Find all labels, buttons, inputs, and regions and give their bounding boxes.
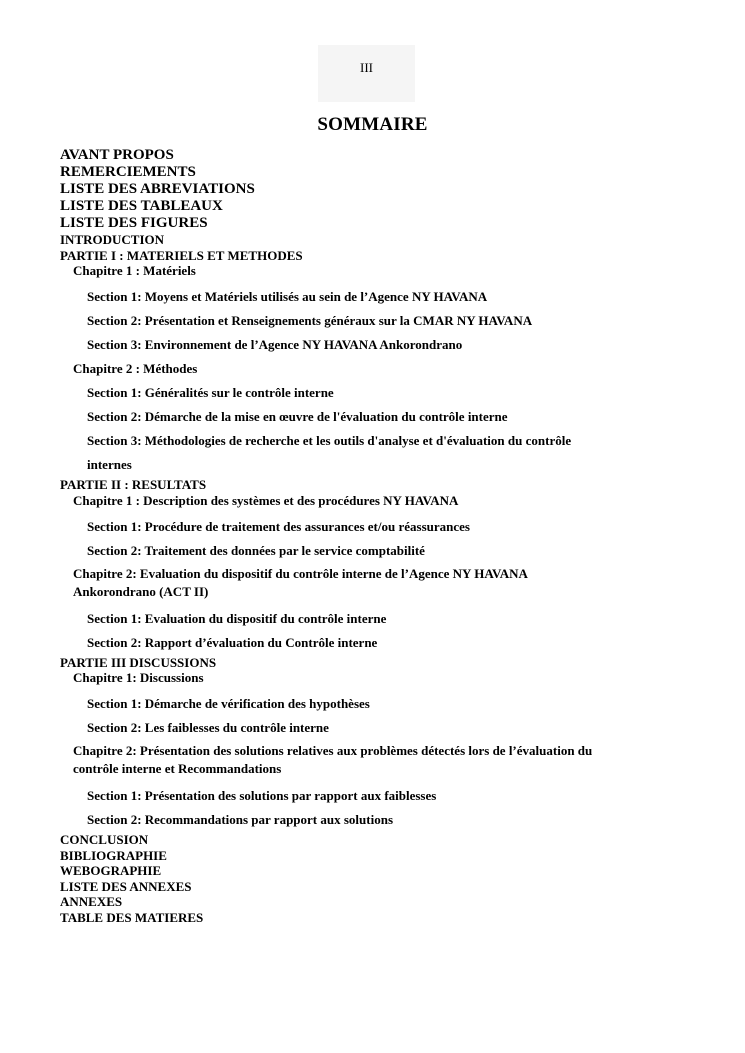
page-title: SOMMAIRE bbox=[317, 114, 428, 135]
toc-chapter: contrôle interne et Recommandations bbox=[73, 761, 282, 776]
toc-chapter: Chapitre 1 : Matériels bbox=[73, 263, 196, 278]
toc-part-3: PARTIE III DISCUSSIONS bbox=[60, 654, 217, 670]
toc-section: Section 1: Evaluation du dispositif du contrôle interne bbox=[87, 610, 387, 626]
toc-entry-bibliographie: BIBLIOGRAPHIE bbox=[60, 847, 167, 863]
table-of-contents bbox=[60, 147, 720, 925]
toc-section: Section 2: Démarche de la mise en œuvre de l'évaluation du contrôle interne bbox=[87, 409, 508, 424]
toc-chapter: Chapitre 1 : Description des systèmes et des procédures NY HAVANA bbox=[73, 492, 459, 508]
toc-chapter: Chapitre 2 : Méthodes bbox=[73, 361, 198, 376]
toc-section: Section 3: Environnement de l’Agence NY HAVANA Ankorondrano bbox=[87, 337, 463, 352]
toc-section: Section 1: Généralités sur le contrôle interne bbox=[87, 385, 334, 400]
toc-part-1: PARTIE I : MATERIELS ET METHODES bbox=[60, 247, 303, 263]
toc-entry-tableaux: LISTE DES TABLEAUX bbox=[60, 198, 223, 214]
toc-section: Section 2: Traitement des données par le service comptabilité bbox=[87, 542, 425, 558]
toc-section: Section 2: Présentation et Renseignements généraux sur la CMAR NY HAVANA bbox=[87, 313, 533, 328]
toc-section: Section 1: Procédure de traitement des assurances et/ou réassurances bbox=[87, 518, 470, 534]
toc-section: internes bbox=[87, 457, 132, 472]
toc-section: Section 2: Les faiblesses du contrôle interne bbox=[87, 720, 329, 735]
toc-entry-table-matieres: TABLE DES MATIERES bbox=[60, 909, 204, 925]
page-number: III bbox=[360, 60, 373, 75]
toc-chapter: Ankorondrano (ACT II) bbox=[73, 583, 209, 599]
toc-entry-figures: LISTE DES FIGURES bbox=[60, 215, 208, 231]
toc-section: Section 2: Rapport d’évaluation du Contrôle interne bbox=[87, 634, 378, 650]
toc-part-2: PARTIE II : RESULTATS bbox=[60, 477, 207, 492]
page-number-box bbox=[318, 45, 415, 102]
toc-entry-avant-propos: AVANT PROPOS bbox=[60, 147, 174, 163]
toc-entry-remerciements: REMERCIEMENTS bbox=[60, 164, 196, 180]
toc-entry-conclusion: CONCLUSION bbox=[60, 832, 149, 847]
toc-section: Section 3: Méthodologies de recherche et les outils d'analyse et d'évaluation du contrôle bbox=[87, 433, 572, 448]
toc-section: Section 1: Moyens et Matériels utilisés au sein de l’Agence NY HAVANA bbox=[87, 289, 488, 304]
toc-chapter: Chapitre 1: Discussions bbox=[73, 670, 204, 685]
toc-section: Section 1: Démarche de vérification des hypothèses bbox=[87, 696, 370, 711]
toc-chapter: Chapitre 2: Présentation des solutions relatives aux problèmes détectés lors de l’évaluation du bbox=[73, 743, 593, 758]
toc-section: Section 2: Recommandations par rapport aux solutions bbox=[87, 812, 394, 827]
toc-entry-liste-annexes: LISTE DES ANNEXES bbox=[60, 878, 192, 894]
toc-entry-webographie: WEBOGRAPHIE bbox=[60, 863, 162, 878]
toc-entry-abreviations: LISTE DES ABREVIATIONS bbox=[60, 181, 255, 197]
toc-entry-annexes: ANNEXES bbox=[60, 894, 123, 909]
toc-section: Section 1: Présentation des solutions par rapport aux faiblesses bbox=[87, 788, 437, 803]
toc-entry-introduction: INTRODUCTION bbox=[60, 232, 165, 247]
toc-chapter: Chapitre 2: Evaluation du dispositif du contrôle interne de l’Agence NY HAVANA bbox=[73, 565, 528, 581]
